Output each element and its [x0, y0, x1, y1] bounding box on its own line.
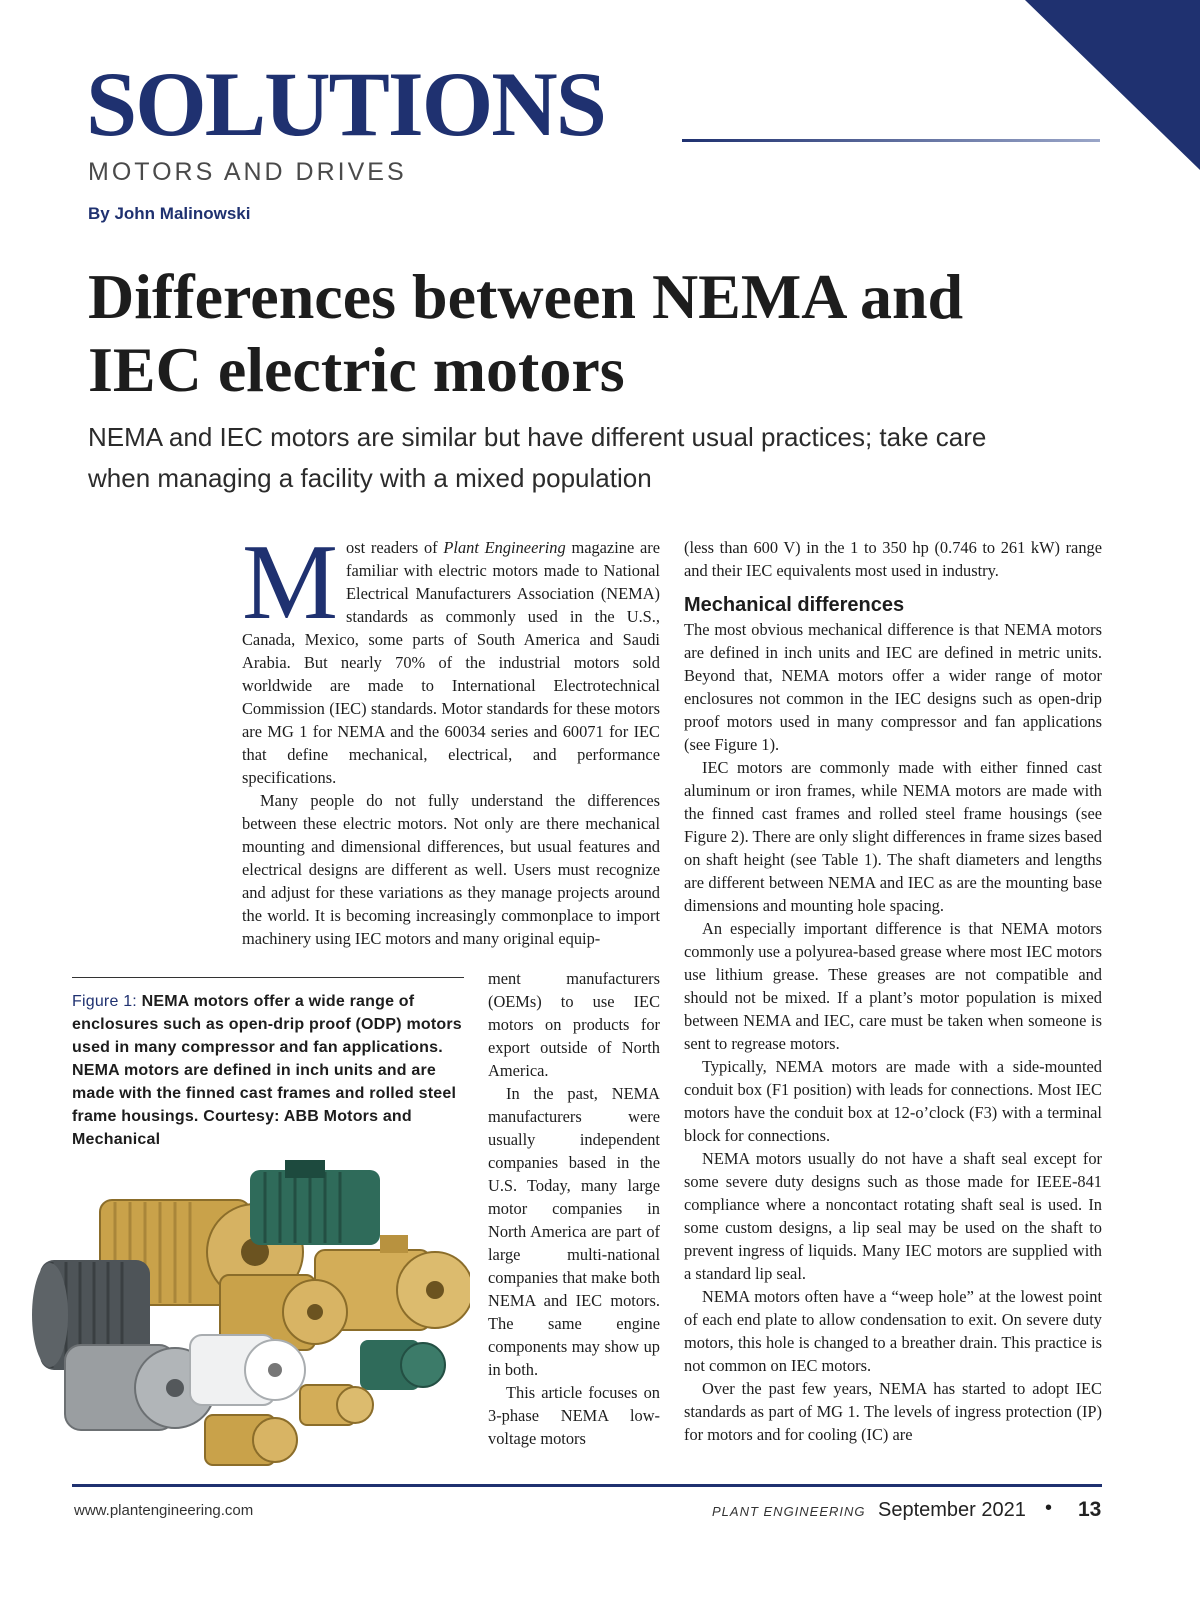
footer-url[interactable]: www.plantengineering.com: [74, 1502, 254, 1519]
column-2: [684, 536, 1102, 1446]
green-motor-small: [360, 1340, 445, 1390]
paragraph-c2-3: An especially important difference is that NEMA motors commonly use a polyurea-based grease where most IEC motors use lithium grease. These greases are not compatible and should not be mixed. If a plant’s motor population is mixed between NEMA and IEC, care must be taken when someone is sent to regrease motors.: [684, 919, 1102, 1053]
page-number: 13: [1078, 1498, 1102, 1521]
section-kicker: SOLUTIONS: [86, 53, 605, 155]
figure-label: Figure 1:: [72, 993, 137, 1010]
section-subkicker: MOTORS AND DRIVES: [88, 158, 407, 186]
byline: By John Malinowski: [88, 204, 251, 223]
paragraph-c2-4: Typically, NEMA motors are made with a side-mounted conduit box (F1 position) with leads for connections. Most IEC motors have the conduit box at 12-o’clock (F3) with a terminal block for connections.: [684, 1057, 1102, 1145]
footer-rule: [72, 1484, 1102, 1487]
green-motor: [250, 1160, 380, 1245]
paragraph-2: Many people do not fully understand the differences between these electric motors. Not only are there mechanical mounting and dimensional differences, but usual features and electrical designs are different as well. Users must recognize and adjust for these variations as they manage projects around the world. It is becoming increasingly commonplace to import machinery using IEC motors and many original equip-: [242, 791, 660, 948]
footer-date: September 2021: [878, 1499, 1026, 1521]
column-1: [242, 523, 660, 950]
subhead-mechanical: Mechanical differences: [684, 594, 905, 616]
footer-publication: PLANT ENGINEERING: [712, 1504, 866, 1519]
paragraph-c2-5: NEMA motors usually do not have a shaft seal except for some severe duty designs such as those made for IEEE-841 compliance where a noncontact rotating shaft seal is used. In some custom designs, a lip seal may be used on the shaft to prevent ingress of liquids. Many IEC motors are supplied with a standard lip seal.: [684, 1149, 1102, 1283]
figure-motors-image: [30, 1160, 470, 1480]
white-motor: [190, 1335, 305, 1405]
paragraph-c2-1: The most obvious mechanical difference is that NEMA motors are defined in inch units and IEC are defined in metric units. Beyond that, NEMA motors offer a wider range of motor enclosures not common in the IEC designs such as open-drip proof motors used in many compressor and fan applications (see Figure 1).: [684, 620, 1102, 754]
paragraph-3: In the past, NEMA manufacturers were usually independent companies based in the U.S. Today, many large motor companies in North America are part of large multi-national companies that make both NEMA and IEC motors. The same engine components may show up in both.: [488, 1084, 660, 1379]
figure-caption-text: NEMA motors offer a wide range of enclosures such as open-drip proof (ODP) motors used in many compressor and fan applications. NEMA motors are defined in inch units and are made with the finned cast frames and rolled steel frame housings. Courtesy: ABB Motors and Mechanical: [72, 993, 462, 1148]
kicker-rule: [682, 139, 1100, 142]
paragraph-4: This article focuses on 3-phase NEMA low-voltage motors: [488, 1383, 660, 1448]
paragraph-2-continued: ment manufacturers (OEMs) to use IEC motors on products for export outside of North America.: [488, 969, 660, 1080]
paragraph-c2-2: IEC motors are commonly made with either finned cast aluminum or iron frames, while NEMA motors are made with the finned cast frames and rolled steel frame housings (see Figure 2). There are only slight differences in frame sizes based on shaft height (see Table 1). The shaft diameters and lengths are different between NEMA and IEC as are the mounting base dimensions and mounting hole spacing.: [684, 758, 1102, 915]
column-1-continued: [488, 967, 660, 1450]
paragraph-intro: ost readers of Plant Engineering magazine are familiar with electric motors made to National Electrical Manufacturers Association (NEMA) standards as commonly used in the U.S., Canada, Mexico, some parts of South America and Saudi Arabia. But nearly 70% of the industrial motors sold worldwide are made to International Electrotechnical Commission (IEC) standards. Motor standards for these motors are MG 1 for NEMA and the 60034 series and 60071 for IEC that define mechanical, electrical, and performance specifications.: [242, 538, 660, 787]
corner-triangle-decoration: [1025, 0, 1200, 170]
footer-separator: •: [1045, 1497, 1053, 1519]
drop-cap: M: [242, 523, 339, 642]
deck: NEMA and IEC motors are similar but have different usual practices; take care when managing a facility with a mixed population: [88, 422, 987, 493]
paragraph-c2-6: NEMA motors often have a “weep hole” at the lowest point of each end plate to allow condensation to exit. On severe duty motors, this hole is changed to a breather drain. This practice is not common on IEC motors.: [684, 1287, 1102, 1375]
paragraph-c2-7: Over the past few years, NEMA has started to adopt IEC standards as part of MG 1. The levels of ingress protection (IP) for motors and for cooling (IC) are: [684, 1379, 1102, 1444]
figure-caption: [72, 990, 464, 1151]
headline: Differences between NEMA and IEC electric motors: [88, 261, 964, 405]
figure-rule: [72, 977, 464, 978]
paragraph-c2-0: (less than 600 V) in the 1 to 350 hp (0.746 to 261 kW) range and their IEC equivalents most used in industry.: [684, 538, 1102, 580]
